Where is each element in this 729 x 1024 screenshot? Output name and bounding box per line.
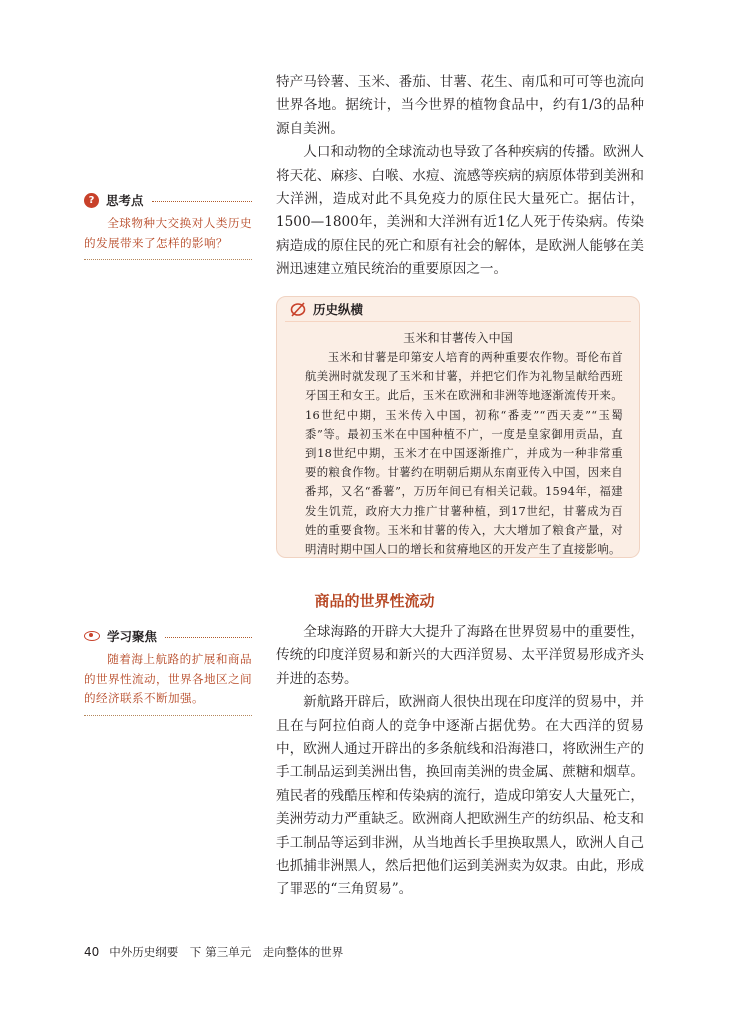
history-box (276, 296, 640, 558)
page-number: 40 (84, 945, 100, 959)
question-mark-icon: ? (84, 193, 99, 208)
unit-title: 第三单元 走向整体的世界 (205, 945, 344, 959)
paragraph-triangle-trade: 新航路开辟后，欧洲商人很快出现在印度洋的贸易中，并且在与阿拉伯商人的竞争中逐渐占据优势。在大西洋的贸易中，欧洲人通过开辟出的多条航线和沿海港口，将欧洲生产的手工制品运到美洲出售，换回南美洲的贵金属、蔗糖和烟草。殖民者的残酷压榨和传染病的流行，造成印第安人大量死亡，美洲劳动力严重缺乏。欧洲商人把欧洲生产的纺织品、枪支和手工制品等运到非洲，从当地酋长手里换取黑人，欧洲人自己也抓捕非洲黑人，然后把他们运到美洲卖为奴隶。由此，形成了罪恶的“三角贸易”。 (276, 694, 644, 898)
learning-focus-title: 学习聚焦 (107, 629, 158, 644)
eye-icon (84, 631, 100, 641)
think-point-title: 思考点 (106, 193, 144, 208)
think-point-text: 全球物种大交换对人类历史的发展带来了怎样的影响？ (84, 214, 252, 260)
think-point-sidebar (84, 190, 252, 260)
learning-focus-sidebar (84, 626, 252, 716)
learning-focus-text: 随着海上航路的扩展和商品的世界性流动，世界各地区之间的经济联系不断加强。 (84, 650, 252, 716)
book-title: 中外历史纲要 下 (109, 945, 202, 959)
section-heading: 商品的世界性流动 (314, 592, 435, 610)
history-box-text: 玉米和甘薯是印第安人培育的两种重要农作物。哥伦布首航美洲时就发现了玉米和甘薯，并把它们作为礼物呈献给西班牙国王和女王。此后，玉米在欧洲和非洲等地逐渐流传开来。16世纪中期，玉米传入中国，初称“番麦”“西天麦”“玉蜀黍”等。最初玉米在中国种植不广，一度是皇家御用贡品，直到18世纪中期，玉米才在中国逐渐推广，并成为一种非常重要的粮食作物。甘薯约在明朝后期从东南亚传入中国，因来自番邦，又名“番薯”，万历年间已有相关记载。1594年，福建发生饥荒，政府大力推广甘薯种植，到17世纪，甘薯成为百姓的重要食物。玉米和甘薯的传入，大大增加了粮食产量，对明清时期中国人口的增长和贫瘠地区的开发产生了直接影响。 (305, 350, 623, 557)
history-box-title: 玉米和甘薯传入中国 (403, 331, 513, 345)
paragraph-sea-routes: 全球海路的开辟大大提升了海路在世界贸易中的重要性，传统的印度洋贸易和新兴的大西洋贸易、太平洋贸易形成齐头并进的态势。 (276, 624, 644, 687)
page-footer (84, 944, 343, 960)
main-text-top (276, 71, 644, 282)
history-box-label: 历史纵横 (313, 302, 364, 317)
leaf-swirl-icon (289, 301, 307, 317)
main-text-bottom (276, 621, 644, 902)
paragraph-disease: 人口和动物的全球流动也导致了各种疾病的传播。欧洲人将天花、麻疹、白喉、水痘、流感等疾病的病原体带到美洲和大洋洲，造成对此不具免疫力的原住民大量死亡。据估计，1500—1800年，美洲和大洋洲有近1亿人死于传染病。传染病造成的原住民的死亡和原有社会的解体，是欧洲人能够在美洲迅速建立殖民统治的重要原因之一。 (276, 144, 644, 278)
paragraph-crops: 特产马铃薯、玉米、番茄、甘薯、花生、南瓜和可可等也流向世界各地。据统计，当今世界的植物食品中，约有1/3的品种源自美洲。 (276, 74, 644, 137)
